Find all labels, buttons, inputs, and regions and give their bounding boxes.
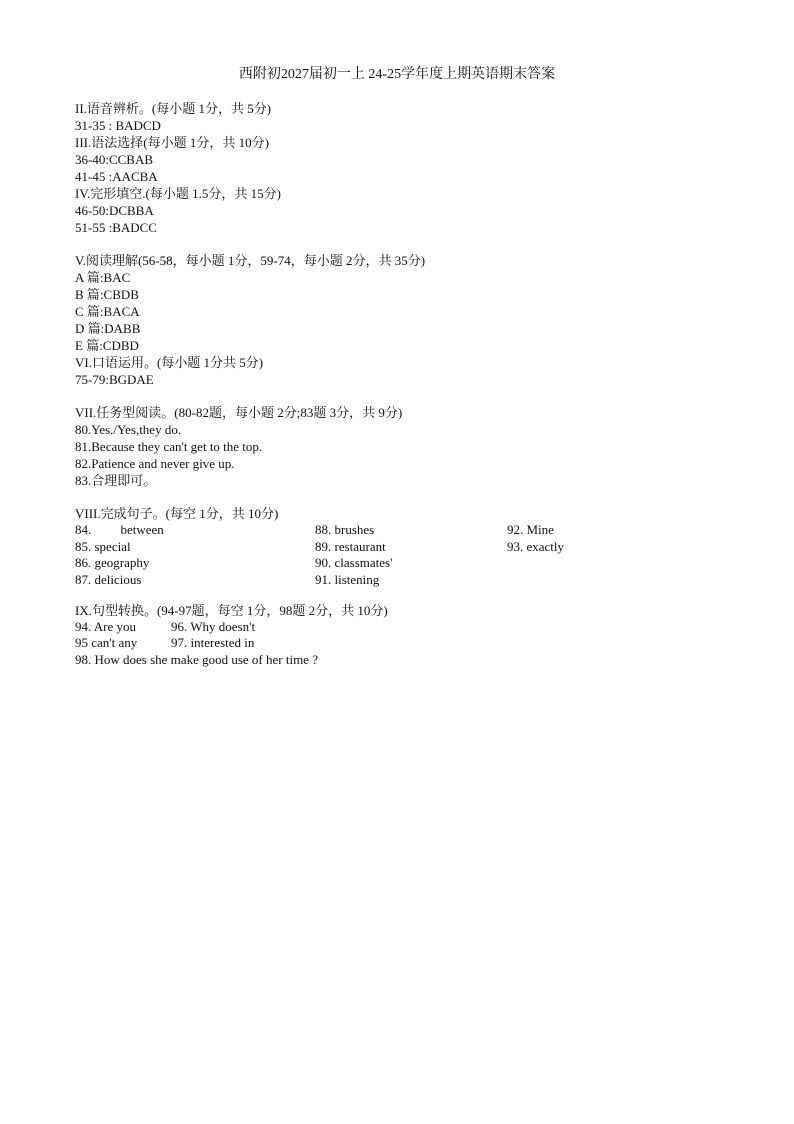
answer-row (75, 619, 715, 635)
section-vii (75, 404, 715, 489)
answer-line: 75-79:BGDAE (75, 372, 154, 387)
document-title: 西附初2027届初一上 24-25学年度上期英语期末答案 (238, 67, 556, 82)
answer-cell: 86. geography (75, 555, 150, 570)
section-heading: VI.口语运用。(每小题 1分共 5分) (75, 355, 264, 370)
section-iii (75, 134, 715, 185)
answer-row (75, 572, 715, 589)
answer-line: D 篇:DABB (75, 321, 141, 336)
answer-cell: 93. exactly (507, 538, 565, 554)
answer-cell: 97. interested in (171, 635, 255, 650)
answer-line: C 篇:BACA (75, 304, 140, 319)
answer-line: 36-40:CCBAB (75, 152, 154, 167)
answer-cell: 92. Mine (507, 522, 554, 537)
answer-content (75, 100, 715, 668)
spacer (75, 236, 715, 252)
section-ii (75, 100, 715, 134)
section-heading: VIII.完成句子。(每空 1分，共 10分) (75, 506, 279, 521)
section-heading: IX.句型转换。(94-97题，每空 1分，98题 2分，共 10分) (75, 603, 388, 618)
spacer (75, 489, 715, 505)
answer-line: 31-35 : BADCD (75, 118, 161, 133)
answer-cell: 90. classmates' (315, 555, 393, 570)
answer-row (75, 522, 715, 539)
answer-line: B 篇:CBDB (75, 287, 139, 302)
answer-line: 51-55 :BADCC (75, 220, 157, 235)
answer-cell: 88. brushes (315, 522, 375, 537)
answer-cell: 96. Why doesn't (171, 619, 256, 634)
answer-cell: 85. special (75, 538, 131, 554)
section-iv (75, 185, 715, 236)
section-heading: V.阅读理解(56-58，每小题 1分，59-74，每小题 2分，共 35分) (75, 253, 426, 268)
answer-line: 81.Because they can't get to the top. (75, 439, 263, 454)
answer-line: 83.合理即可。 (75, 473, 157, 488)
section-heading: IV.完形填空.(每小题 1.5分，共 15分) (75, 186, 281, 201)
answer-line: 80.Yes./Yes,they do. (75, 422, 182, 437)
answer-line: 82.Patience and never give up. (75, 456, 235, 471)
answer-cell: 94. Are you (75, 619, 137, 634)
section-vi (75, 354, 715, 388)
answer-line: A 篇:BAC (75, 270, 131, 285)
spacer (75, 388, 715, 404)
answer-line: 41-45 :AACBA (75, 169, 158, 184)
answer-cell: 89. restaurant (315, 538, 386, 554)
answer-line: 98. How does she make good use of her time ? (75, 652, 318, 667)
section-ix (75, 602, 715, 668)
answer-cell: 91. listening (315, 571, 380, 587)
answer-row (75, 539, 715, 556)
answer-line: E 篇:CDBD (75, 338, 139, 353)
section-heading: II.语音辨析。(每小题 1分，共 5分) (75, 101, 272, 116)
section-heading: III.语法选择(每小题 1分，共 10分) (75, 135, 269, 150)
answer-line: 46-50:DCBBA (75, 203, 154, 218)
section-viii (75, 505, 715, 588)
section-heading: VII.任务型阅读。(80-82题，每小题 2分;83题 3分，共 9分) (75, 405, 403, 420)
answer-cell: 95 can't any (75, 635, 138, 650)
section-v (75, 252, 715, 354)
answer-row (75, 635, 715, 651)
answer-cell: 84. between (75, 522, 164, 537)
answer-cell: 87. delicious (75, 571, 142, 587)
answer-row (75, 555, 715, 572)
spacer (75, 588, 715, 602)
